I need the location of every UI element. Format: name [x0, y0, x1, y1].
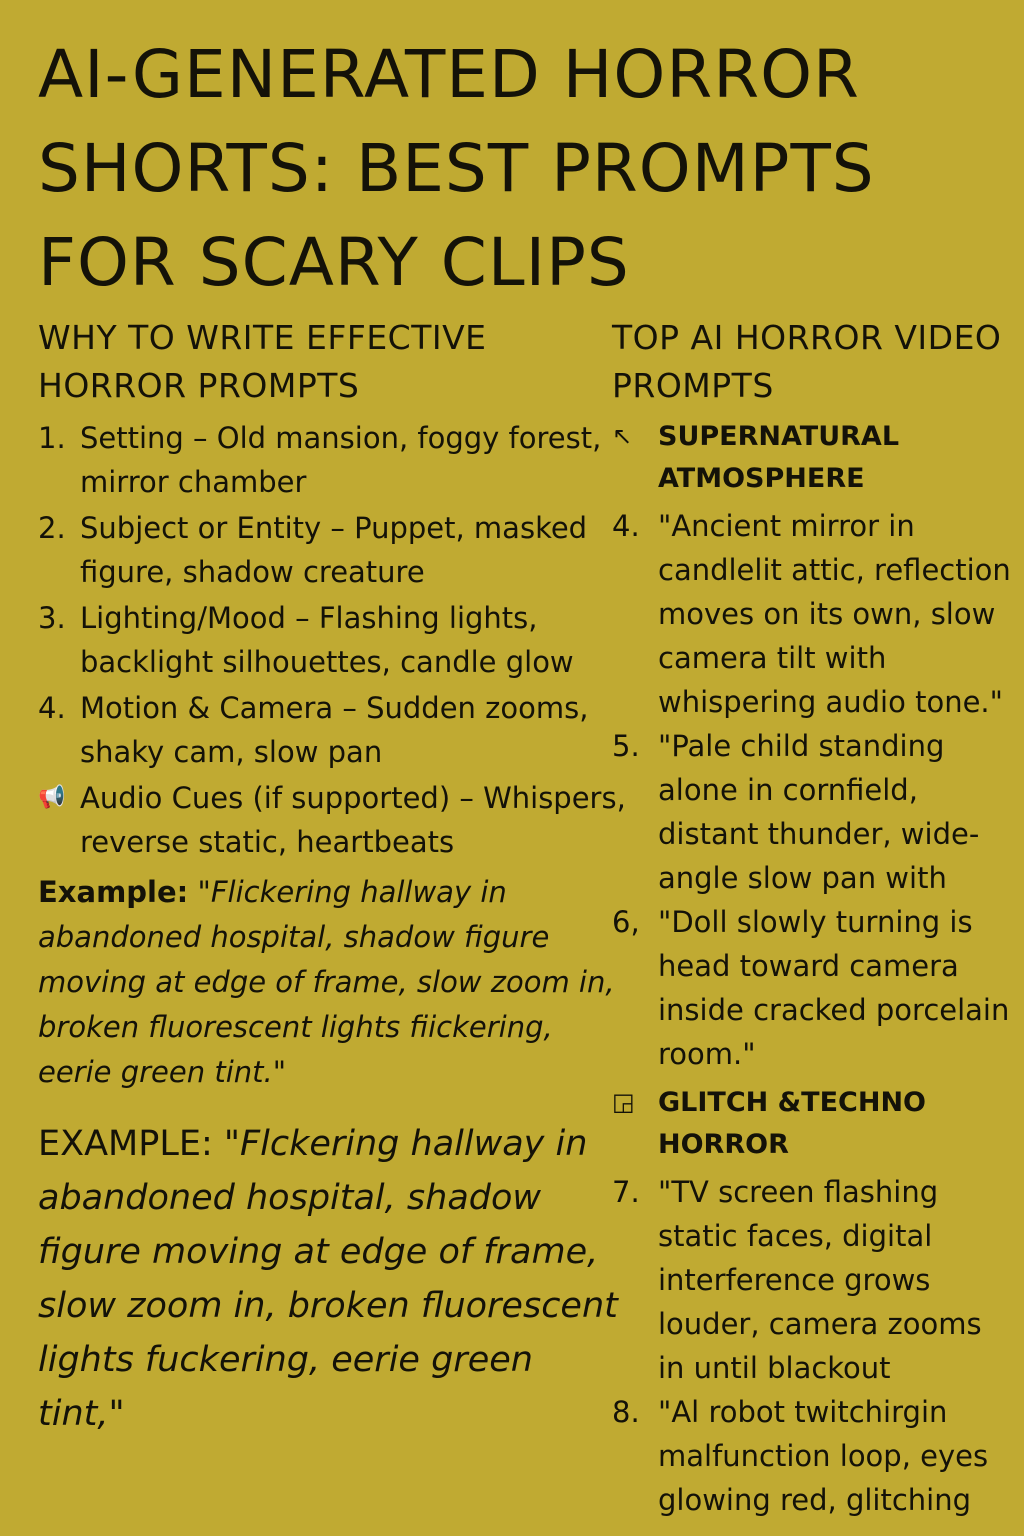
list-number: 2. — [38, 511, 66, 545]
list-item-text: "Ancient mirror in candlelit attic, reflection moves on its own, slow camera tilt with whispering audio tone." — [658, 509, 1011, 719]
list-item — [38, 686, 628, 774]
list-item-text: Setting – Old mansion, foggy forest, mirror chamber — [80, 421, 602, 499]
left-column — [38, 314, 628, 1441]
list-number: 7. — [612, 1175, 640, 1209]
list-item-text: "TV screen flashing static faces, digital interference grows louder, camera zooms in until blackout — [658, 1175, 982, 1385]
list-item — [612, 1390, 1012, 1522]
example-label: Example: — [38, 875, 189, 909]
list-item-text: "Pale child standing alone in cornfield, distant thunder, wide-angle slow pan with — [658, 729, 980, 895]
list-item — [38, 776, 628, 864]
example-text: "Flickering hallway in abandoned hospital, shadow figure moving at edge of frame, slow zoom in, broken fluorescent lights fiickering, eerie green tint." — [38, 875, 615, 1089]
list-number: 3. — [38, 601, 66, 635]
list-item — [612, 724, 1012, 900]
list-item-text: "Doll slowly turning is head toward camera inside cracked porcelain room." — [658, 905, 1010, 1071]
list-item-text: Subject or Entity – Puppet, masked figure, shadow creature — [80, 511, 588, 589]
glitch-icon: ◲ — [612, 1088, 635, 1116]
example-block — [38, 870, 628, 1095]
section-label: GLITCH &TECHNO HORROR — [658, 1087, 927, 1160]
example-text: "Flckering hallway in abandoned hospital, shadow figure moving at edge of frame, slow zoom in, broken fluorescent lights fuckering, eerie green tint," — [38, 1124, 618, 1434]
list-item-text: "Al robot twitchirgin malfunction loop, eyes glowing red, glitching — [658, 1395, 989, 1517]
list-item — [38, 596, 628, 684]
list-number: 4. — [612, 509, 640, 543]
list-number: 4. — [38, 691, 66, 725]
list-item-text: Audio Cues (if supported) – Whispers, reverse static, heartbeats — [80, 781, 626, 859]
list-item — [612, 900, 1012, 1076]
right-column — [612, 314, 1012, 1522]
example-block-large — [38, 1117, 628, 1441]
list-number: 8. — [612, 1395, 640, 1429]
section-glitch — [612, 1082, 1012, 1166]
megaphone-icon: 📢 — [38, 785, 66, 810]
list-item — [612, 504, 1012, 724]
right-heading: TOP AI HORROR VIDEO PROMPTS — [612, 318, 1002, 405]
list-number: 5. — [612, 729, 640, 763]
arrow-icon: ↖ — [612, 422, 633, 450]
example-label: EXAMPLE: — [38, 1124, 213, 1164]
list-item-text: Motion & Camera – Sudden zooms, shaky cam, slow pan — [80, 691, 589, 769]
page-title: AI-GENERATED HORROR SHORTS: BEST PROMPTS FOR SCARY CLIPS — [38, 36, 875, 301]
section-supernatural — [612, 416, 1012, 500]
list-item — [38, 416, 628, 504]
section-label: SUPERNATURAL ATMOSPHERE — [658, 421, 900, 494]
list-item — [612, 1170, 1012, 1390]
list-item — [38, 506, 628, 594]
list-number: 6, — [612, 905, 640, 939]
list-item-text: Lighting/Mood – Flashing lights, backlight silhouettes, candle glow — [80, 601, 574, 679]
left-heading: WHY TO WRITE EFFECTIVE HORROR PROMPTS — [38, 318, 487, 405]
list-number: 1. — [38, 421, 66, 455]
